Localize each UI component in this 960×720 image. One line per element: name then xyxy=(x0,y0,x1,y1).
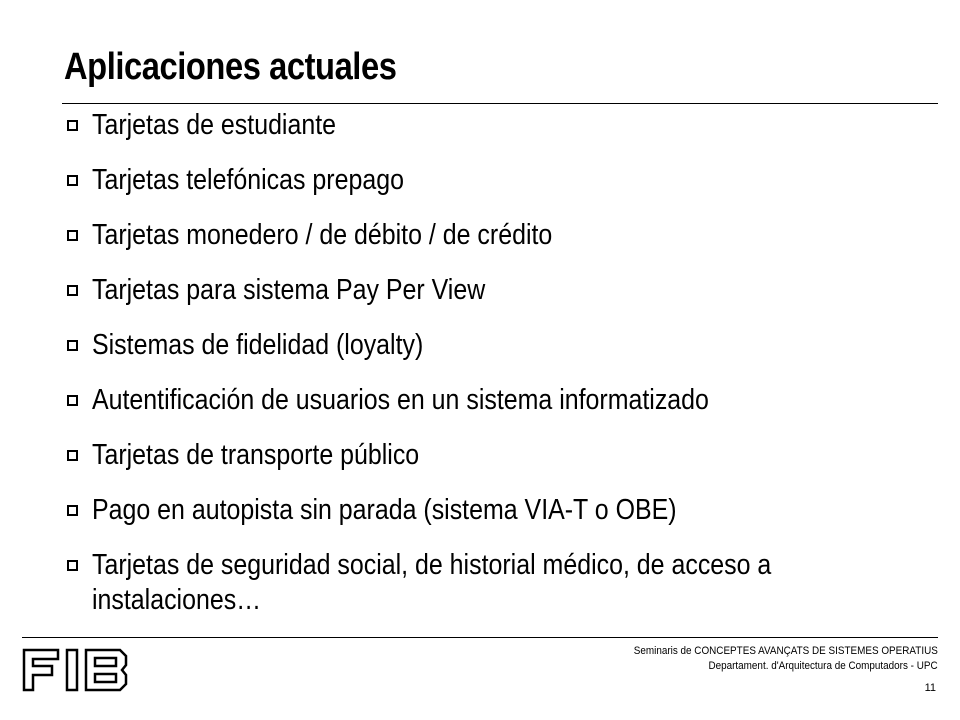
bullet-list xyxy=(62,108,932,638)
bullet-text: Sistemas de fidelidad (loyalty) xyxy=(92,329,424,361)
square-bullet-icon xyxy=(67,230,78,241)
square-bullet-icon xyxy=(67,340,78,351)
square-bullet-icon xyxy=(67,395,78,406)
square-bullet-icon xyxy=(67,505,78,516)
square-bullet-icon xyxy=(67,560,78,571)
bullet-item xyxy=(62,108,932,143)
square-bullet-icon xyxy=(67,285,78,296)
square-bullet-icon xyxy=(67,450,78,461)
bullet-text: Tarjetas monedero / de débito / de crédito xyxy=(92,219,553,251)
bullet-item xyxy=(62,218,932,253)
bullet-text: Tarjetas de transporte público xyxy=(92,439,420,471)
square-bullet-icon xyxy=(67,175,78,186)
bullet-item xyxy=(62,548,932,618)
footer-course: Seminaris de CONCEPTES AVANÇATS DE SISTEMES OPERATIUS xyxy=(633,645,938,657)
fib-logo xyxy=(22,648,130,692)
bullet-text: Tarjetas de estudiante xyxy=(92,109,337,141)
bullet-item xyxy=(62,493,932,528)
bullet-item xyxy=(62,383,932,418)
bullet-text: Pago en autopista sin parada (sistema VIA-T o OBE) xyxy=(92,494,677,526)
bullet-text: Autentificación de usuarios en un sistema informatizado xyxy=(92,384,709,416)
page-number: 11 xyxy=(924,682,936,694)
bullet-item xyxy=(62,163,932,198)
bullet-item xyxy=(62,273,932,308)
bullet-text: Tarjetas de seguridad social, de historial médico, de acceso a instalaciones… xyxy=(92,549,772,616)
bullet-text: Tarjetas para sistema Pay Per View xyxy=(92,274,486,306)
bullet-item xyxy=(62,328,932,363)
footer-department: Departament. d'Arquitectura de Computadors - UPC xyxy=(708,660,938,672)
footer-divider xyxy=(22,637,938,638)
title-divider xyxy=(62,103,938,104)
square-bullet-icon xyxy=(67,120,78,131)
bullet-item xyxy=(62,438,932,473)
bullet-text: Tarjetas telefónicas prepago xyxy=(92,164,404,196)
slide-title: Aplicaciones actuales xyxy=(64,46,397,88)
